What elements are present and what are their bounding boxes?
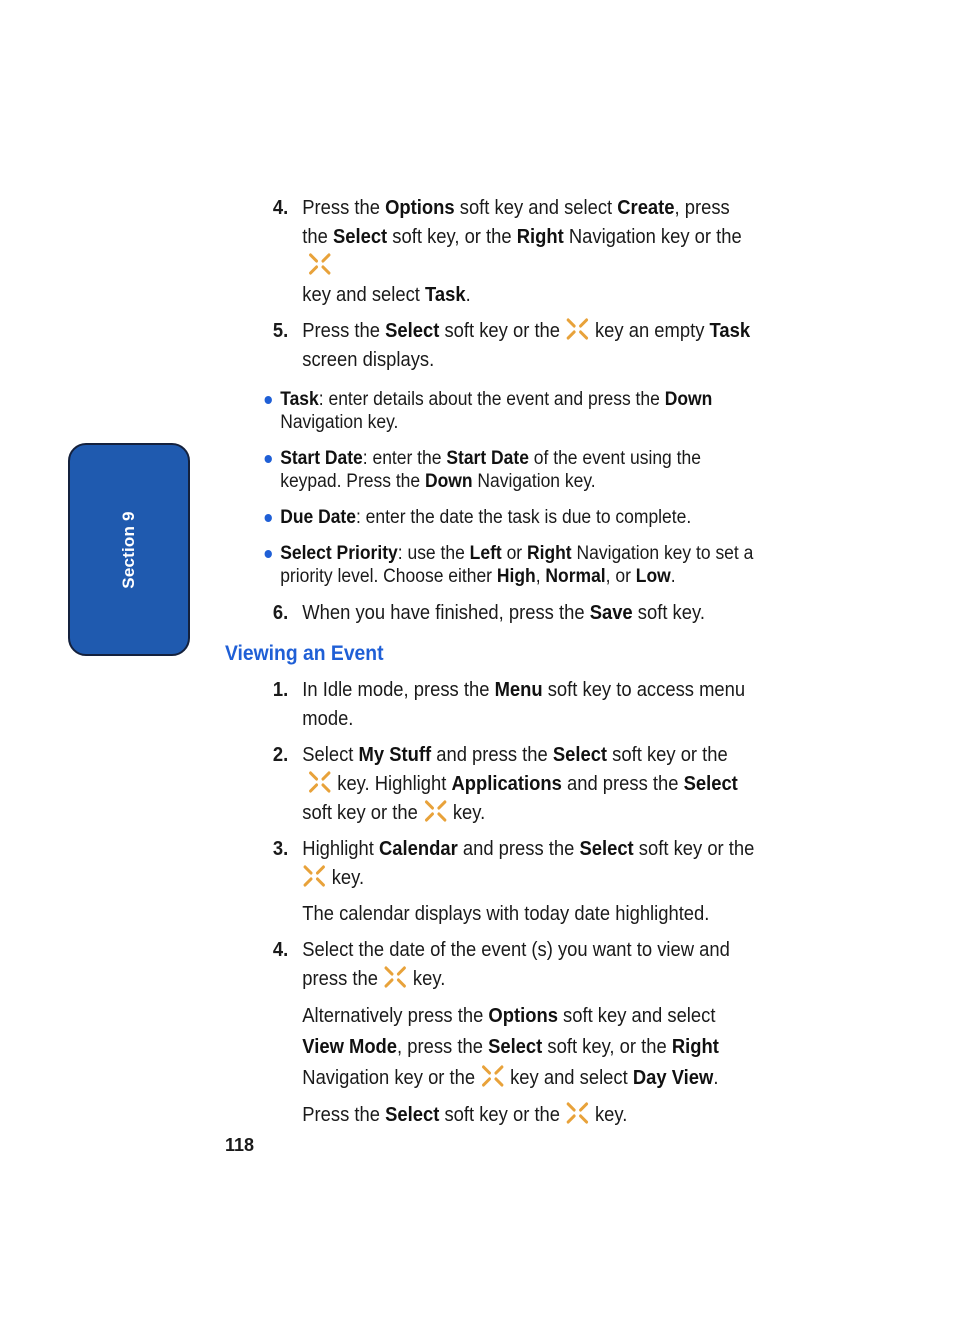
text: Menu <box>494 679 543 701</box>
bullet-dot <box>265 396 272 404</box>
step-number: 2. <box>272 744 289 766</box>
text: Calendar <box>378 838 458 860</box>
text: Press the <box>302 320 386 342</box>
text: Start Date <box>446 448 529 469</box>
text: key. Highlight <box>337 773 452 795</box>
step-number: 3. <box>272 838 289 860</box>
text: Select <box>579 838 634 860</box>
note-alternatively <box>225 1001 759 1094</box>
text: Navigation key. <box>280 412 399 433</box>
bullet-dot <box>265 550 272 558</box>
step-number: 4. <box>272 197 289 219</box>
text: Down <box>664 389 713 410</box>
bullet-due-date <box>225 506 759 529</box>
text: Day View <box>632 1067 714 1089</box>
text: In Idle mode, press the <box>302 679 495 701</box>
bullet-term: Task <box>280 389 319 410</box>
text: Navigation key. <box>472 471 596 492</box>
text: Select the date of the event (s) you want to view and press the <box>302 939 730 990</box>
text: Right <box>516 226 564 248</box>
text: Select <box>683 773 738 795</box>
content <box>225 194 759 1137</box>
section-tab-label: Section 9 <box>119 510 138 589</box>
text: Select <box>302 744 359 766</box>
text: Task <box>425 284 466 306</box>
text: soft key or the <box>607 744 728 766</box>
text: Select <box>385 320 440 342</box>
section-tab <box>68 443 190 656</box>
text: : enter details about the event and press the <box>318 389 665 410</box>
text: Task <box>709 320 751 342</box>
note-press-select <box>225 1101 759 1130</box>
text: Right <box>671 1036 719 1058</box>
page-number: 118 <box>225 1135 255 1155</box>
navigation-key-icon <box>308 770 332 794</box>
text: Navigation key to set a priority level. Choose either <box>280 543 754 587</box>
text: Select <box>332 226 388 248</box>
text: Select <box>552 744 608 766</box>
text: Navigation key or the <box>302 1067 476 1089</box>
text: , or <box>605 566 636 587</box>
note-calendar: The calendar displays with today date highlighted. <box>302 903 710 925</box>
text: soft key or the <box>439 320 561 342</box>
text: soft key, or the <box>542 1036 672 1058</box>
text: Select <box>488 1036 543 1058</box>
text: Navigation key or the <box>563 226 742 248</box>
text: Highlight <box>302 838 379 860</box>
step-number: 5. <box>272 320 289 342</box>
text: : use the <box>397 543 470 564</box>
text: Applications <box>451 773 562 795</box>
text: soft key and select <box>454 197 618 219</box>
text: soft key to access menu mode. <box>302 679 746 730</box>
text: of the event using the keypad. Press the <box>280 448 701 492</box>
text: . <box>670 566 676 587</box>
step-number: 4. <box>272 939 289 961</box>
text: When you have finished, press the <box>302 602 590 624</box>
navigation-key-icon <box>308 252 332 276</box>
step-number: 6. <box>272 602 289 624</box>
text: , press the <box>397 1036 489 1058</box>
text: key and select <box>302 284 426 306</box>
bullet-dot <box>265 455 272 463</box>
text: Select <box>385 1104 440 1126</box>
text: : enter the date the task is due to complete. <box>355 507 692 528</box>
text: Right <box>526 543 572 564</box>
navigation-key-icon <box>566 1101 590 1125</box>
text: Press the <box>302 197 386 219</box>
text: and press the <box>561 773 684 795</box>
view-step-1 <box>225 676 759 734</box>
bullet-dot <box>265 514 272 522</box>
step-number: 1. <box>272 679 289 701</box>
text: soft key. <box>632 602 705 624</box>
navigation-key-icon <box>423 799 447 823</box>
text: Low <box>635 566 671 587</box>
view-step-4 <box>225 936 759 994</box>
text: or <box>501 543 527 564</box>
text: Options <box>488 1005 558 1027</box>
text: key. <box>594 1104 628 1126</box>
text: soft key or the <box>439 1104 561 1126</box>
text: View Mode <box>302 1036 398 1058</box>
text: key. <box>452 802 486 824</box>
text: and press the <box>431 744 553 766</box>
text: screen displays. <box>302 349 435 371</box>
text: soft key or the <box>633 838 755 860</box>
bullet-term: Select Priority <box>280 543 398 564</box>
text: soft key or the <box>302 802 418 824</box>
step-4-create-task <box>225 194 759 310</box>
text: High <box>496 566 536 587</box>
text: key. <box>412 968 446 990</box>
text: My Stuff <box>358 744 432 766</box>
text: key and select <box>510 1067 633 1089</box>
view-step-2 <box>225 741 759 828</box>
bullet-term: Start Date <box>280 448 363 469</box>
text: and press the <box>457 838 580 860</box>
bullet-select-priority <box>225 542 759 588</box>
text: Alternatively press the <box>302 1005 489 1027</box>
navigation-key-icon <box>566 317 590 341</box>
text: . <box>713 1067 719 1089</box>
navigation-key-icon <box>383 965 407 989</box>
text: Save <box>589 602 633 624</box>
navigation-key-icon <box>481 1064 505 1088</box>
bullet-start-date <box>225 447 759 493</box>
text: soft key, or the <box>387 226 517 248</box>
text: : enter the <box>362 448 447 469</box>
text: soft key and select <box>557 1005 716 1027</box>
text: Normal <box>545 566 606 587</box>
text: . <box>465 284 471 306</box>
text: Left <box>469 543 502 564</box>
step-6-save <box>225 599 759 628</box>
text: , <box>535 566 546 587</box>
text: key an empty <box>594 320 710 342</box>
text: , press the <box>302 197 730 248</box>
view-step-3 <box>225 835 759 893</box>
bullet-term: Due Date <box>280 507 356 528</box>
step-5-empty-task <box>225 317 759 375</box>
text: key. <box>331 867 365 889</box>
section-heading: Viewing an Event <box>225 642 384 665</box>
text: Create <box>617 197 675 219</box>
navigation-key-icon <box>302 864 326 888</box>
bullet-task <box>225 388 759 434</box>
text: Press the <box>302 1104 386 1126</box>
text: Options <box>385 197 455 219</box>
text: Down <box>424 471 473 492</box>
